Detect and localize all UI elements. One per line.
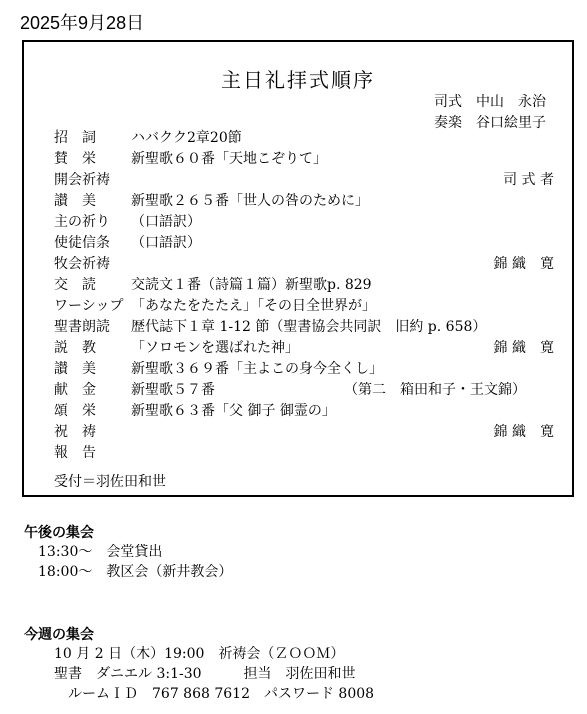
order-row [54,443,554,464]
order-item-text: ハバクク2章20節 [131,130,242,146]
order-item-label: 聖書朗読 [54,319,110,335]
order-item-label: 報 告 [54,445,96,461]
order-row [54,275,554,296]
weekly-line: 10 月 2 日（木）19:00 祈祷会（ＺＯＯＭ） [54,646,345,662]
order-row [54,296,554,317]
service-order-list [54,128,554,464]
order-row [54,380,554,401]
order-item-text: 交読文１番（詩篇１篇）新聖歌p. 829 [131,277,372,293]
afternoon-line: 13:30～ 会堂貸出 [38,544,163,560]
afternoon-heading: 午後の集会 [24,524,94,540]
order-row [54,149,554,170]
weekly-line: 聖書 ダニエル 3:1-30 担当 羽佐田和世 [54,666,356,682]
order-item-leader: 錦 織 寛 [493,424,554,440]
order-row [54,422,554,443]
order-row [54,338,554,359]
order-row [54,170,554,191]
order-item-text: 新聖歌６０番「天地こぞりて」 [131,151,327,167]
order-item-label: 交 読 [54,277,96,293]
weekly-heading: 今週の集会 [24,626,94,642]
order-item-label: 讃 美 [54,361,96,377]
order-item-label: 開会祈祷 [54,172,110,188]
organist-name: 奏楽 谷口絵里子 [434,115,546,131]
order-item-label: 頌 栄 [54,403,96,419]
order-item-text: 歴代誌下１章 1-12 節（聖書協会共同訳 旧約 p. 658） [131,319,487,335]
order-item-label: 主の祈り [54,214,110,230]
order-item-label: 招 詞 [54,130,96,146]
order-item-text: 新聖歌２６５番「世人の咎のために」 [131,193,369,209]
order-item-label: 祝 祷 [54,424,96,440]
order-row [54,191,554,212]
order-row [54,317,554,338]
order-row [54,233,554,254]
order-item-text: 「あなたをたたえ」「その日全世界が」 [131,298,376,314]
afternoon-section [24,522,232,582]
order-item-label: 讃 美 [54,193,96,209]
order-item-text: 新聖歌３６９番「主よこの身今全くし」 [131,361,383,377]
order-item-label: ワーシップ [54,298,124,314]
order-row [54,254,554,275]
order-row [54,128,554,149]
order-item-text: 新聖歌６３番「父 御子 御霊の」 [131,403,336,419]
order-row [54,359,554,380]
order-row [54,212,554,233]
order-item-label: 献 金 [54,382,96,398]
order-item-text: （口語訳） [131,235,201,251]
officiant-name: 司式 中山 永治 [434,94,546,110]
order-item-note: （第二 箱田和子・王文錦） [344,382,526,398]
reception-note: 受付＝羽佐田和世 [54,474,166,490]
order-item-label: 牧会祈祷 [54,256,110,272]
weekly-line: ルームＩＤ 767 868 7612 パスワード 8008 [54,686,375,702]
order-item-text: 新聖歌５７番 [131,382,215,398]
date-header: 2025年9月28日 [20,13,145,33]
order-item-leader: 錦 織 寛 [493,256,554,272]
order-of-service-box [22,40,574,497]
order-item-text: 「ソロモンを選ばれた神」 [131,340,299,356]
afternoon-line: 18:00～ 教区会（新井教会） [38,564,233,580]
order-item-label: 説 教 [54,340,96,356]
order-item-leader: 司 式 者 [503,172,554,188]
order-row [54,401,554,422]
order-item-leader: 錦 織 寛 [493,340,554,356]
weekly-section [24,624,374,704]
order-item-text: （口語訳） [131,214,201,230]
order-item-label: 賛 栄 [54,151,96,167]
service-title: 主日礼拝式順序 [221,68,375,92]
order-item-label: 使徒信条 [54,235,110,251]
